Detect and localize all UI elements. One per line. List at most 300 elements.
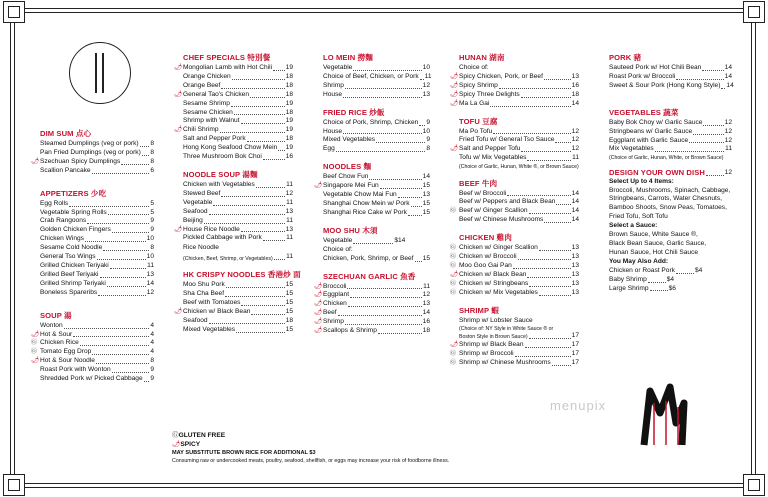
menu-item (450, 358, 579, 368)
chili-pepper-icon: 🌶 (450, 99, 459, 107)
section-chicken (450, 232, 579, 297)
menu-item (323, 237, 430, 246)
item-name: Three Mushroom Bok Choi (183, 153, 262, 161)
gluten-free-icon: Ⓖ (450, 263, 457, 269)
chili-pepper-icon: 🌶 (314, 182, 323, 190)
item-price: 13 (571, 288, 579, 296)
item-price: 14 (571, 99, 579, 107)
menu-item (609, 128, 732, 137)
chili-pepper-icon: 🌶 (314, 309, 323, 317)
item-name: Tomato Egg Drop (40, 348, 92, 356)
menu-item (183, 217, 293, 226)
menu-item (450, 145, 579, 154)
section-shrimp (450, 305, 579, 368)
item-name: Wonton (40, 321, 63, 329)
item-price: 13 (571, 72, 579, 80)
gluten-free-icon: Ⓖ (172, 432, 179, 439)
brand-logo-icon (640, 383, 688, 449)
item-price: 5 (150, 199, 154, 207)
item-price: 13 (571, 262, 579, 269)
item-price: 8 (150, 140, 154, 147)
item-name: Chicken w/ Stringbeans (459, 279, 529, 287)
column-2 (174, 52, 301, 342)
item-price: 13 (285, 207, 293, 215)
item-price: $14 (394, 236, 406, 244)
item-name: Chicken or Roast Pork (609, 266, 675, 274)
item-name: Hong Kong Seafood Chow Mein (183, 144, 278, 152)
item-price: $4 (694, 266, 703, 274)
item-name: Beef w/ Chinese Mushrooms (459, 216, 544, 224)
menu-item (450, 253, 579, 262)
menu-item (183, 326, 293, 335)
chili-pepper-icon: 🌶 (174, 64, 183, 71)
chili-pepper-icon: 🌶 (174, 126, 183, 134)
section-noodles (314, 161, 430, 218)
item-name: Moo Goo Gai Pan (459, 262, 512, 269)
item-name: Spicy Shrimp (459, 81, 498, 89)
item-price: 12 (422, 291, 430, 299)
menu-item (450, 349, 579, 359)
item-price: 17 (571, 331, 579, 339)
menu-item (183, 144, 293, 153)
menu-item (450, 99, 579, 109)
item-name: Broccoli (323, 282, 347, 290)
menu-item (459, 190, 579, 199)
section-pork (609, 52, 732, 91)
menu-item (31, 330, 154, 340)
design-adds (609, 267, 732, 294)
menu-item (459, 136, 579, 145)
item-name: House (323, 90, 343, 98)
menu-item (40, 375, 154, 384)
menu-item (323, 255, 430, 264)
menu-item (323, 73, 430, 82)
section-moo-shu (323, 225, 430, 264)
item-name: Roast Pork with Wonton (40, 366, 111, 374)
item-name: House (323, 127, 343, 135)
item-name: Sha Cha Beef (183, 290, 225, 298)
item-price: 15 (422, 199, 430, 207)
item-name: Mongolian Lamb with Hot Chili (183, 64, 273, 71)
item-name: Ma Po Tofu (459, 127, 493, 135)
item-price: 12 (146, 288, 154, 296)
option-line: Bamboo Shoots, Snow Peas, Tomatoes, (609, 204, 727, 212)
item-price: 12 (724, 136, 732, 144)
choice-label: Choice of: (323, 245, 353, 253)
section-design-your-own (609, 169, 732, 294)
section-hk-crispy-noodles (174, 269, 301, 334)
item-price: 15 (422, 254, 430, 262)
menu-item (450, 90, 579, 100)
item-name: Rice Noodle (183, 244, 219, 252)
disclaimer: Consuming raw or undercooked meats, poultry, seafood, shellfish, or eggs may increase your risk of foodborne illness. (172, 458, 450, 464)
item-name: Chicken, Pork, Shrimp, or Beef (323, 254, 414, 262)
item-name: Hot & Sour (40, 330, 73, 338)
menu-item (183, 190, 293, 199)
item-name: Scallion Pancake (40, 166, 91, 174)
chili-pepper-icon: 🌶 (314, 327, 323, 335)
menu-item (174, 126, 293, 135)
section-title: FRIED RICE 炒飯 (323, 107, 385, 117)
item-price: 12 (571, 127, 579, 135)
item-price: 13 (571, 253, 579, 261)
section-title: MOO SHU 木須 (323, 225, 378, 235)
menu-item (609, 82, 732, 91)
option-line: Brown Sauce, White Sauce ®, (609, 231, 698, 239)
item-name: General Tso Wings (40, 253, 96, 261)
item-price: 14 (422, 309, 430, 317)
item-price: 12 (285, 189, 293, 197)
item-name: Chicken w/ Broccoli (459, 253, 517, 261)
select-sauce-label: Select a Sauce: (609, 222, 658, 230)
section-hunan (450, 52, 579, 109)
item-name: Mix Vegetables (609, 145, 654, 153)
menu-item (183, 109, 293, 118)
item-name: Choice of Beef, Chicken, or Pork (323, 72, 419, 80)
item-price: 13 (422, 191, 430, 199)
item-price: 17 (571, 358, 579, 366)
item-price: 14 (422, 173, 430, 181)
menu-item (40, 262, 154, 271)
item-name: Grilled Shrimp Teriyaki (40, 279, 106, 287)
item-price: 13 (285, 225, 293, 233)
chili-pepper-icon: 🌶 (31, 357, 40, 365)
item-name: Fried Tofu w/ General Tso Sauce (459, 136, 555, 144)
menu-item (323, 128, 430, 137)
section-lo-mein (323, 52, 430, 100)
item-price: 13 (571, 244, 579, 252)
chili-pepper-icon: 🌶 (450, 90, 459, 98)
item-name: Shrimp (323, 81, 344, 89)
item-name: Vegetable (183, 198, 213, 206)
choice-label: Choice of: (459, 64, 489, 71)
chili-pepper-icon: 🌶 (174, 307, 183, 315)
menu-item (183, 208, 293, 217)
item-price: 14 (571, 216, 579, 224)
menu-item (40, 289, 154, 298)
item-price: 18 (285, 316, 293, 324)
item-price: 18 (285, 135, 293, 143)
item-name: Mixed Vegetables (323, 136, 376, 144)
menu-item (183, 153, 293, 162)
menu-item (40, 235, 154, 244)
item-price: 9 (150, 217, 154, 225)
item-name: Beef (323, 309, 337, 317)
gluten-free-icon: Ⓖ (31, 349, 38, 356)
gluten-free-icon: Ⓖ (450, 208, 457, 215)
item-name: Chicken Rice (40, 339, 79, 347)
item-price: 15 (422, 182, 430, 190)
column-3 (314, 52, 432, 343)
item-name: Spicy Chicken, Pork, or Beef (459, 72, 543, 80)
section-title: TOFU 豆腐 (459, 116, 498, 126)
item-price: 4 (150, 348, 154, 356)
section-title: NOODLES 麵 (323, 162, 372, 172)
menu-item (450, 279, 579, 289)
section-title: BEEF 牛肉 (459, 178, 498, 188)
item-name: Singapore Mei Fun (323, 182, 379, 190)
section-title: SZECHUAN GARLIC 魚香 (323, 271, 416, 281)
legend-spicy: 🌶SPICY (172, 440, 201, 448)
menu-item (450, 262, 579, 271)
menu-item (183, 73, 293, 82)
item-price: 10 (422, 127, 430, 135)
menu-item (40, 200, 154, 209)
legend-gluten-free: ⒼGLUTEN FREE (172, 432, 226, 439)
gluten-free-icon: Ⓖ (450, 289, 457, 296)
item-price: 11 (286, 180, 293, 188)
gluten-free-icon: Ⓖ (450, 254, 457, 261)
menu-item (450, 244, 579, 253)
item-name: Beijing (183, 216, 203, 224)
item-price: $6 (668, 284, 676, 292)
item-price: 8 (426, 145, 430, 153)
item-name: Tofu w/ Mix Vegetables (459, 154, 527, 162)
corner-ornament (3, 474, 25, 496)
menu-item (40, 140, 154, 149)
item-name: Mixed Vegetables (183, 325, 236, 333)
item-name: Stewed Beef (183, 189, 221, 197)
item-price: 19 (285, 117, 293, 125)
menu-item (450, 270, 579, 280)
item-name: Shrimp (323, 318, 344, 326)
chili-pepper-icon: 🌶 (31, 157, 40, 165)
corner-ornament (743, 474, 765, 496)
item-price: 5 (150, 208, 154, 216)
item-name: Beef w/ Broccoli (459, 189, 507, 197)
section-dim-sum (31, 128, 154, 176)
item-name: Chicken (323, 300, 347, 308)
menu-item (183, 234, 293, 243)
menu-item (459, 198, 579, 207)
option-line: Broccoli, Mushrooms, Spinach, Cabbage, (609, 186, 731, 194)
select-items-label: Select Up to 4 Items: (609, 177, 674, 185)
option-line: Fried Tofu, Soft Tofu (609, 213, 668, 221)
item-price: 18 (285, 72, 293, 80)
section-tofu (450, 116, 579, 164)
corner-ornament (743, 1, 765, 23)
item-price: 12 (724, 127, 732, 135)
section-vegetables (609, 107, 732, 155)
item-name: Seafood (183, 207, 208, 215)
menu-item (314, 309, 430, 318)
section-title: APPETIZERS 少吃 (40, 188, 107, 198)
menu-item (183, 244, 293, 253)
menu-item (40, 226, 154, 235)
item-name: Beef Chow Fun (323, 173, 369, 181)
menu-item (323, 191, 430, 200)
item-name: Baby Bok Choy w/ Garlic Sauce (609, 118, 703, 126)
menu-item (183, 199, 293, 208)
item-name: Grilled Beef Teriyaki (40, 270, 99, 278)
chili-pepper-icon: 🌶 (172, 440, 181, 448)
menu-item (40, 322, 154, 331)
item-price: 16 (285, 153, 293, 161)
chili-pepper-icon: 🌶 (450, 72, 459, 80)
item-price: 13 (422, 300, 430, 308)
item-price: 12 (724, 118, 732, 126)
menu-item (40, 209, 154, 218)
item-price: 18 (422, 327, 430, 335)
menu-item (323, 200, 430, 209)
item-price: 4 (150, 321, 154, 329)
item-name: Roast Pork w/ Broccoli (609, 72, 676, 80)
corner-ornament (3, 1, 25, 23)
section-soup (31, 310, 154, 384)
item-name: Shrimp w/ Lobster Sauce (459, 316, 533, 324)
menu-item (459, 128, 579, 137)
item-price: 17 (571, 340, 579, 348)
menu-item (609, 276, 732, 285)
item-name: Chili Shrimp (183, 126, 219, 134)
item-name: Beef w/ Peppers and Black Bean (459, 198, 556, 206)
item-price: 14 (571, 207, 579, 215)
menu-item (183, 290, 293, 299)
item-price: 14 (571, 198, 579, 206)
item-note: Boston Style in Brown Sauce) (459, 334, 528, 341)
item-name: Boneless Spareribs (40, 288, 98, 296)
item-name: Beef with Tomatoes (183, 298, 241, 306)
item-price: 14 (724, 64, 732, 71)
menu-item (323, 209, 430, 218)
chili-pepper-icon: 🌶 (450, 340, 459, 348)
design-title-row (609, 169, 732, 178)
item-name: Stringbeans w/ Garlic Sauce (609, 127, 693, 135)
item-price: 10 (422, 64, 430, 71)
item-price: 13 (571, 270, 579, 278)
item-price: 9 (150, 366, 154, 374)
chili-pepper-icon: 🌶 (174, 225, 183, 233)
item-name: Vegetable (323, 64, 353, 71)
menu-item (40, 253, 154, 262)
section-title: CHEF SPECIALS 特別餐 (183, 53, 271, 62)
item-price: 11 (286, 234, 293, 242)
section-title: VEGETABLES 蔬菜 (609, 107, 679, 117)
chili-pepper-icon: 🌶 (31, 330, 40, 338)
section-title: SHRIMP 蝦 (459, 305, 499, 315)
menu-item (459, 216, 579, 225)
item-price: 8 (150, 157, 154, 165)
item-name: Hot & Sour Noodle (40, 357, 95, 365)
menu-item (31, 339, 154, 348)
item-name: Beef w/ Ginger Scallion (459, 207, 528, 215)
section-fried-rice (323, 107, 430, 155)
design-sauces (609, 231, 732, 258)
item-price: 19 (285, 99, 293, 107)
menu-item (450, 81, 579, 91)
section-title: NOODLE SOUP 湯麵 (183, 169, 258, 179)
menu-item (183, 117, 293, 126)
item-name: Egg (323, 145, 335, 153)
item-name: Moo Shu Pork (183, 281, 225, 289)
item-name: Golden Chicken Fingers (40, 226, 111, 234)
section-title: HUNAN 湖南 (459, 53, 505, 62)
item-price: 12 (571, 136, 579, 144)
menu-item (323, 119, 430, 128)
section-title: PORK 豬 (609, 53, 642, 62)
menu-item (609, 137, 732, 146)
option-line: Black Bean Sauce, Garlic Sauce, (609, 240, 707, 247)
item-name: Shrimp w/ Black Bean (459, 340, 524, 348)
section-title: LO MEIN 撈麵 (323, 53, 373, 62)
chili-pepper-icon: 🌶 (450, 81, 459, 89)
item-name: Eggplant (323, 291, 350, 299)
design-items (609, 187, 732, 223)
menu-item (183, 181, 293, 190)
chopsticks-icon (69, 42, 131, 104)
item-price: 12 (724, 168, 732, 176)
item-price: 18 (571, 90, 579, 98)
item-price: 12 (571, 145, 579, 153)
item-note: (Choice of: NY Style in White Sauce ® or (459, 325, 554, 332)
item-name: Sauteed Pork w/ Hot Chili Bean (609, 64, 702, 71)
item-name: Grilled Chicken Teriyaki (40, 261, 109, 269)
menu-item (459, 332, 579, 341)
menu-item (323, 91, 430, 100)
item-name: Scallops & Shrimp (323, 327, 377, 335)
item-price: 16 (571, 81, 579, 89)
menu-item (40, 366, 154, 375)
menu-item (450, 207, 579, 216)
item-price: 17 (571, 349, 579, 357)
option-line: Hunan Sauce, Hot Chili Sauce (609, 248, 699, 256)
chili-pepper-icon: 🌶 (174, 90, 183, 98)
item-price: 9 (150, 226, 154, 234)
menu-item (183, 135, 293, 144)
watermark: menupix (550, 398, 607, 413)
option-line: Stringbeans, Carrots, Water Chesnuts, (609, 195, 722, 203)
menu-item (609, 267, 732, 276)
menu-item (609, 285, 732, 294)
gluten-free-icon: Ⓖ (450, 280, 457, 287)
chili-pepper-icon: 🌶 (314, 318, 323, 326)
item-name: Spicy Three Delights (459, 90, 520, 98)
item-price: 11 (286, 216, 293, 224)
menu-item (174, 225, 293, 235)
brown-rice-note: MAY SUBSTITUTE BROWN RICE FOR ADDITIONAL $3 (172, 450, 316, 456)
item-name: Szechuan Spicy Dumplings (40, 157, 121, 165)
item-name: Chicken Wings (40, 235, 84, 243)
item-price: 13 (571, 279, 579, 287)
menu-item (450, 288, 579, 298)
item-price: 15 (285, 298, 293, 306)
item-price: 14 (724, 72, 732, 80)
item-name: Eggplant with Garlic Sauce (609, 136, 689, 144)
item-name: Shanghai Rice Cake w/ Pork (323, 208, 407, 216)
menu-item (323, 82, 430, 91)
item-name: Shrimp w/ Chinese Mushrooms (459, 358, 551, 366)
item-price: 19 (285, 144, 293, 152)
item-price: 15 (285, 290, 293, 298)
menu-item (323, 136, 430, 145)
item-name: Sweet & Sour Pork (Hong Kong Style) (609, 81, 721, 89)
section-chef-specials (174, 52, 293, 162)
item-name: Chicken w/ Mix Vegetables (459, 288, 538, 296)
item-price: 14 (726, 81, 734, 89)
menu-item (314, 327, 430, 336)
menu-item (314, 318, 430, 327)
item-name: Seafood (183, 316, 208, 324)
item-price: 4 (150, 339, 154, 347)
section-title: HK CRISPY NOODLES 香港炒 面 (183, 270, 301, 280)
menu-item (323, 173, 430, 182)
item-price: 13 (422, 90, 430, 98)
item-name: Shrimp w/ Broccoli (459, 349, 514, 357)
item-name: Salt and Pepper Pork (183, 135, 246, 143)
item-note: (Chicken, Beef, Shrimp, or Vegetables) (183, 255, 273, 262)
menu-item (40, 167, 154, 176)
item-price: 15 (285, 307, 293, 315)
